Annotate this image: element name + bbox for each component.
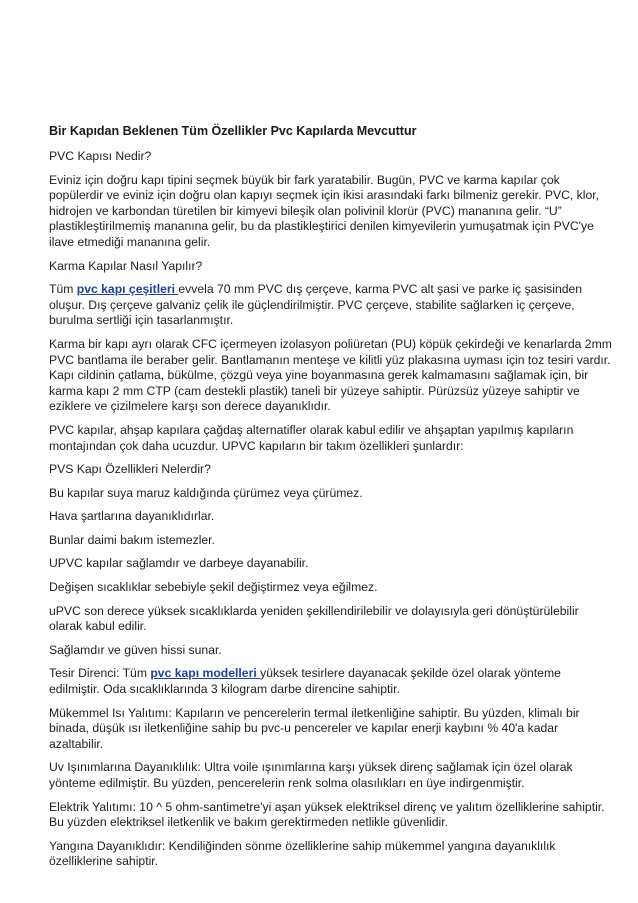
feature-item: UPVC kapılar sağlamdır ve darbeye dayanabilir. [49,556,309,571]
feature-tesir-pre: Tesir Direnci: Tüm [49,666,151,681]
feature-item: Hava şartlarına dayanıklıdırlar. [49,509,215,524]
feature-tesir-post: yüksek tesirlere dayanacak şekilde özel olarak yönteme edilmiştir. Oda sıcaklıklarında 3 kilogram darbe direncine sahiptir. [49,666,561,697]
feature-item: Değişen sıcaklıklar sebebiyle şekil değiştirmez veya eğilmez. [49,580,378,595]
pvc-kapi-cesitleri-link[interactable]: pvc kapı çeşitleri [76,282,179,297]
feature-item: Mükemmel Isı Yalıtımı: Kapıların ve pencerelerin termal iletkenliğine sahiptir. Bu yüzden, klimalı bir binada, düşük ısı iletkenliğine sahip bu pvc-u pencereler ve kapılar enerji kaybını % 40'a kadar azaltabilir. [49,705,580,751]
paragraph-karma-1 [49,282,613,329]
paragraph-pvc-intro: Eviniz için doğru kapı tipini seçmek büyük bir fark yaratabilir. Bugün, PVC ve karma kapılar çok popülerdir ve eviniz için doğru olan kapıyı seçmek için ikisi arasındaki farkı bilmeniz gerekir. PVC, klor, hidrojen ve karbondan türetilen bir kimyevi bileşik olan polivinil klorür (PVC) mananına gelir. “U” plastikleştirilmemiş mananına gelir, bu da plastikleştirici denilen kimyevilerin yumuşatmak için PVC'ye ilave etmediği mananına gelir. [49,172,600,249]
pvc-kapi-modelleri-link[interactable]: pvc kapı modelleri [150,666,261,681]
document-title: Bir Kapıdan Beklenen Tüm Özellikler Pvc Kapılarda Mevcuttur [49,124,417,138]
feature-item: uPVC son derece yüksek sıcaklıklarda yeniden şekillendirilebilir ve dolayısıyla geri dönüştürülebilir olarak kabul edilir. [49,603,579,634]
paragraph-karma-2: Karma bir kapı ayrı olarak CFC içermeyen izolasyon poliüretan (PU) köpük çekirdeği ve kenarlarda 2mm PVC bantlama ile beraber gelir. Bantlamanın menteşe ve kilitli yüz plakasına uyması için toz tesiri vardır. Kapı cildinin çatlama, bükülme, çözgü veya yine boyanmasına gerek kalmamasını sağlamak için, bir karma kapı 2 mm CTP (cam destekli plastik) taneli bir yüzeye sahiptir. Pürüzsüz yüzeye sahiptir ve eziklere ve çizilmelere karşı son derece dayanıklıdır. [49,336,612,414]
feature-item: Sağlamdır ve güven hissi sunar. [49,642,222,657]
paragraph-ahsap: PVC kapılar, ahşap kapılara çağdaş alternatifler olarak kabul edilir ve ahşaptan yapılmış kapıların montajından çok daha ucuzdur. UPVC kapıların bir takım özellikleri şunlardır: [49,422,574,453]
feature-item: Yangına Dayanıklıdır: Kendiliğinden sönme özelliklerine sahip mükemmel yangına dayanıklılık özelliklerine sahiptir. [49,838,556,869]
feature-item-tesir [49,666,613,697]
heading-pvc-nedir: PVC Kapısı Nedir? [49,149,152,163]
paragraph-karma-1-post: evvela 70 mm PVC dış çerçeve, karma PVC alt şasi ve parke iç şasisinden oluşur. Dış çerçeve galvaniz çelik ile güçlendirilmiştir. PVC çerçeve, stabilite sağlarken iç çerçeve, burulma sertliği için tasarlanmıştır. [49,282,583,328]
feature-item: Bu kapılar suya maruz kaldığında çürümez veya çürümez. [49,485,363,500]
feature-item: Elektrik Yalıtımı: 10 ^ 5 ohm-santimetre'yi aşan yüksek elektriksel direnç ve yalıtım özelliklerine sahiptir. Bu yüzden elektriksel iletkenlik ve bakım gerektirmeden netlikle güvenlidir. [49,799,605,830]
feature-item: Bunlar daimi bakım istemezler. [49,532,215,547]
heading-karma-kapilar: Karma Kapılar Nasıl Yapılır? [49,258,203,273]
heading-ozellikler: PVS Kapı Özellikleri Nelerdir? [49,462,211,477]
feature-item: Uv Işınımlarına Dayanıklılık: Ultra voile ışınımlarına karşı yüksek direnç sağlamak için özel olarak yönteme edilmiştir. Bu yüzden, pencerelerin renk solma olasılıkları en üye indirgenmiştir. [49,760,573,790]
paragraph-karma-1-pre: Tüm [49,282,77,297]
